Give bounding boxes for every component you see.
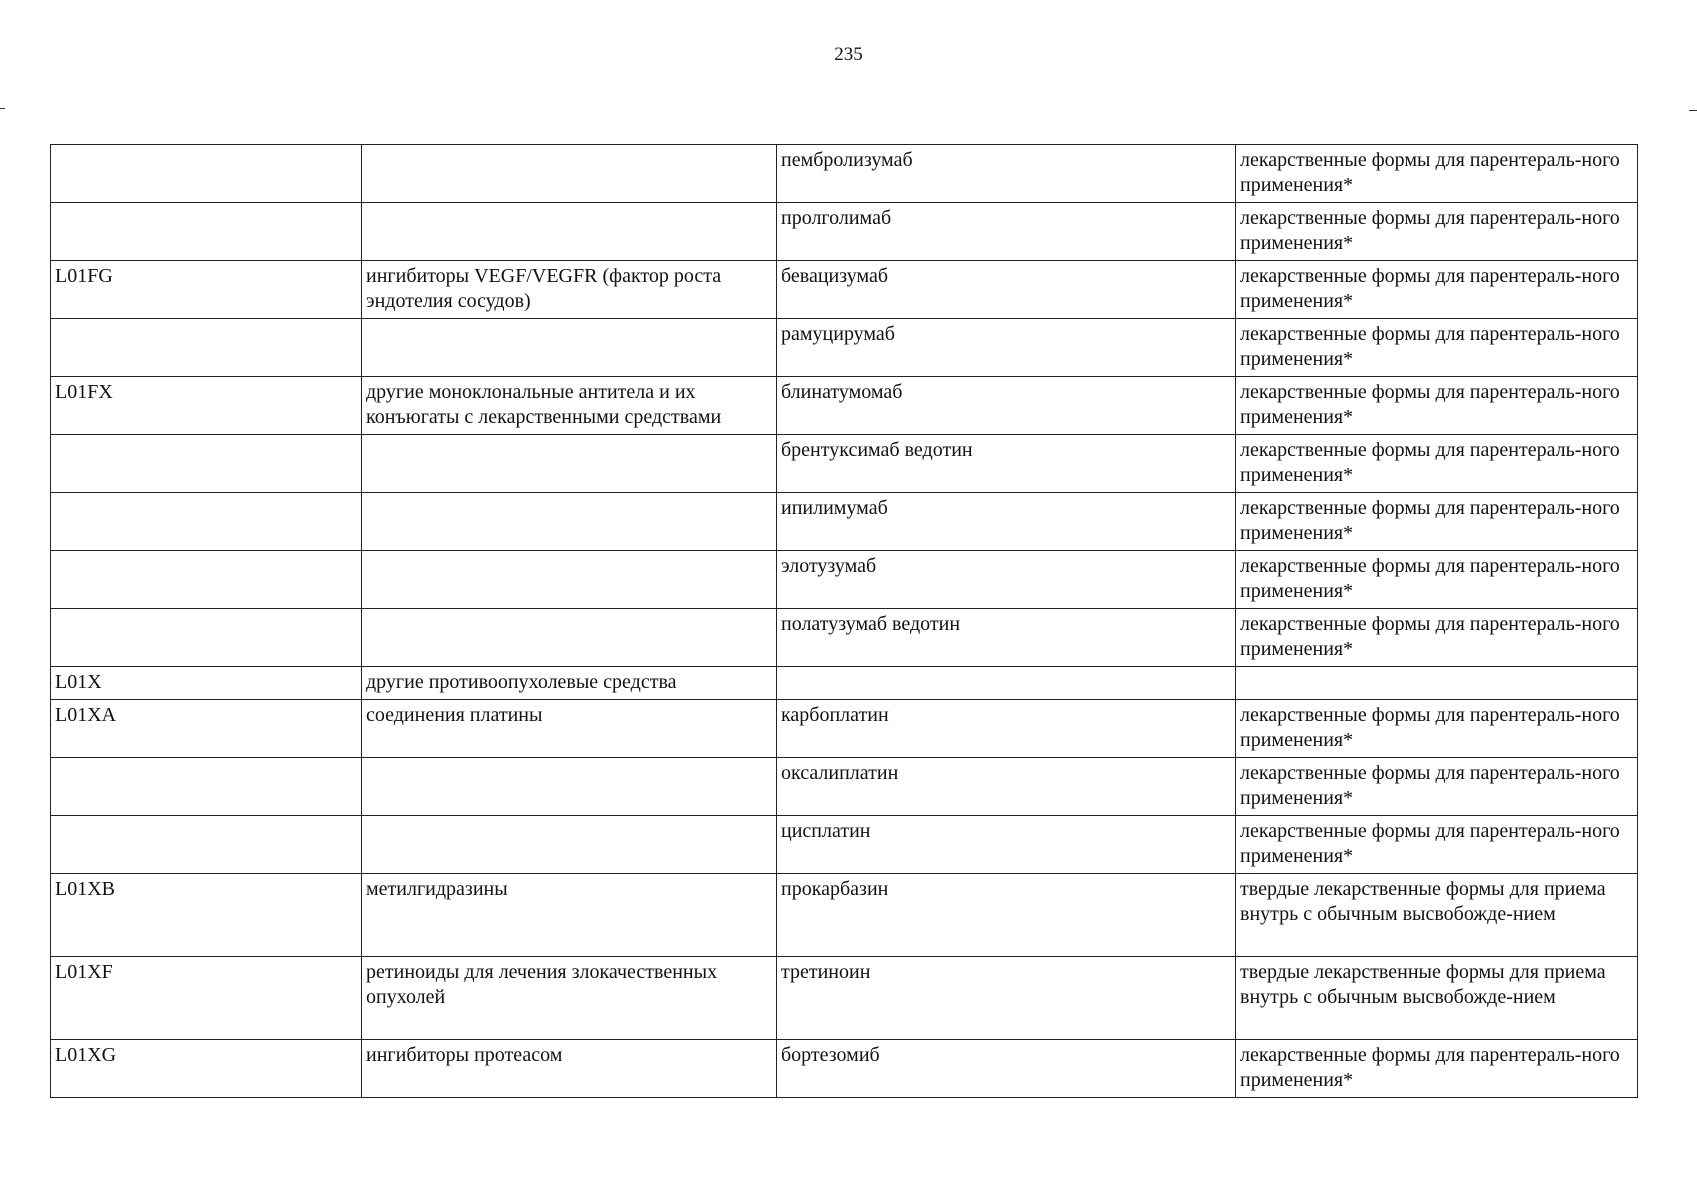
dosage-form-cell: лекарственные формы для парентераль-ного применения* (1236, 319, 1638, 377)
table-row (51, 435, 1638, 493)
table-row (51, 261, 1638, 319)
drug-name-cell: бевацизумаб (777, 261, 1236, 319)
group-name-cell: другие моноклональные антитела и их конъюгаты с лекарственными средствами (362, 377, 777, 435)
group-name-cell (362, 758, 777, 816)
table-row (51, 957, 1638, 1040)
atc-code-cell: L01XF (51, 957, 362, 1040)
group-name-cell: ингибиторы VEGF/VEGFR (фактор роста эндотелия сосудов) (362, 261, 777, 319)
group-name-cell: другие противоопухолевые средства (362, 667, 777, 700)
group-name-cell (362, 816, 777, 874)
table-row (51, 551, 1638, 609)
atc-code-cell (51, 609, 362, 667)
dosage-form-cell: лекарственные формы для парентераль-ного применения* (1236, 261, 1638, 319)
atc-code-cell: L01XB (51, 874, 362, 957)
group-name-cell (362, 145, 777, 203)
drug-name-cell: цисплатин (777, 816, 1236, 874)
dosage-form-cell: лекарственные формы для парентераль-ного применения* (1236, 700, 1638, 758)
dosage-form-cell: лекарственные формы для парентераль-ного применения* (1236, 435, 1638, 493)
atc-code-cell: L01XA (51, 700, 362, 758)
atc-code-cell (51, 435, 362, 493)
dosage-form-cell: лекарственные формы для парентераль-ного применения* (1236, 551, 1638, 609)
drug-name-cell: бортезомиб (777, 1040, 1236, 1098)
table-row (51, 667, 1638, 700)
dosage-form-cell: лекарственные формы для парентераль-ного применения* (1236, 145, 1638, 203)
group-name-cell (362, 609, 777, 667)
drug-name-cell: пролголимаб (777, 203, 1236, 261)
atc-code-cell (51, 551, 362, 609)
table-row (51, 145, 1638, 203)
table-row (51, 758, 1638, 816)
table-row (51, 203, 1638, 261)
atc-code-cell: L01FG (51, 261, 362, 319)
dosage-form-cell: твердые лекарственные формы для приема внутрь с обычным высвобожде-нием (1236, 957, 1638, 1040)
atc-code-cell: L01XG (51, 1040, 362, 1098)
dosage-form-cell: лекарственные формы для парентераль-ного применения* (1236, 1040, 1638, 1098)
dosage-form-cell (1236, 667, 1638, 700)
dosage-form-cell: лекарственные формы для парентераль-ного применения* (1236, 203, 1638, 261)
drug-name-cell: брентуксимаб ведотин (777, 435, 1236, 493)
drug-list-table (50, 144, 1638, 1098)
drug-name-cell: пембролизумаб (777, 145, 1236, 203)
atc-code-cell: L01FX (51, 377, 362, 435)
drug-name-cell: прокарбазин (777, 874, 1236, 957)
table-row (51, 874, 1638, 957)
dosage-form-cell: лекарственные формы для парентераль-ного применения* (1236, 377, 1638, 435)
table-row (51, 700, 1638, 758)
table-row (51, 609, 1638, 667)
group-name-cell (362, 493, 777, 551)
drug-name-cell (777, 667, 1236, 700)
atc-code-cell: L01X (51, 667, 362, 700)
table-row (51, 319, 1638, 377)
table-row (51, 493, 1638, 551)
group-name-cell: метилгидразины (362, 874, 777, 957)
table-row (51, 377, 1638, 435)
group-name-cell (362, 551, 777, 609)
scan-edge-mark-right (1689, 110, 1697, 111)
drug-name-cell: блинатумомаб (777, 377, 1236, 435)
table-row (51, 1040, 1638, 1098)
dosage-form-cell: лекарственные формы для парентераль-ного применения* (1236, 609, 1638, 667)
drug-name-cell: элотузумаб (777, 551, 1236, 609)
group-name-cell (362, 203, 777, 261)
dosage-form-cell: твердые лекарственные формы для приема внутрь с обычным высвобожде-нием (1236, 874, 1638, 957)
drug-name-cell: карбоплатин (777, 700, 1236, 758)
dosage-form-cell: лекарственные формы для парентераль-ного применения* (1236, 816, 1638, 874)
group-name-cell: соединения платины (362, 700, 777, 758)
group-name-cell (362, 319, 777, 377)
page-number: 235 (834, 44, 863, 65)
atc-code-cell (51, 758, 362, 816)
drug-name-cell: третиноин (777, 957, 1236, 1040)
atc-code-cell (51, 816, 362, 874)
drug-name-cell: ипилимумаб (777, 493, 1236, 551)
drug-name-cell: рамуцирумаб (777, 319, 1236, 377)
group-name-cell (362, 435, 777, 493)
drug-name-cell: оксалиплатин (777, 758, 1236, 816)
group-name-cell: ингибиторы протеасом (362, 1040, 777, 1098)
drug-name-cell: полатузумаб ведотин (777, 609, 1236, 667)
table-row (51, 816, 1638, 874)
group-name-cell: ретиноиды для лечения злокачественных опухолей (362, 957, 777, 1040)
atc-code-cell (51, 493, 362, 551)
atc-code-cell (51, 203, 362, 261)
scan-edge-mark-left (0, 108, 5, 109)
dosage-form-cell: лекарственные формы для парентераль-ного применения* (1236, 758, 1638, 816)
atc-code-cell (51, 145, 362, 203)
atc-code-cell (51, 319, 362, 377)
dosage-form-cell: лекарственные формы для парентераль-ного применения* (1236, 493, 1638, 551)
